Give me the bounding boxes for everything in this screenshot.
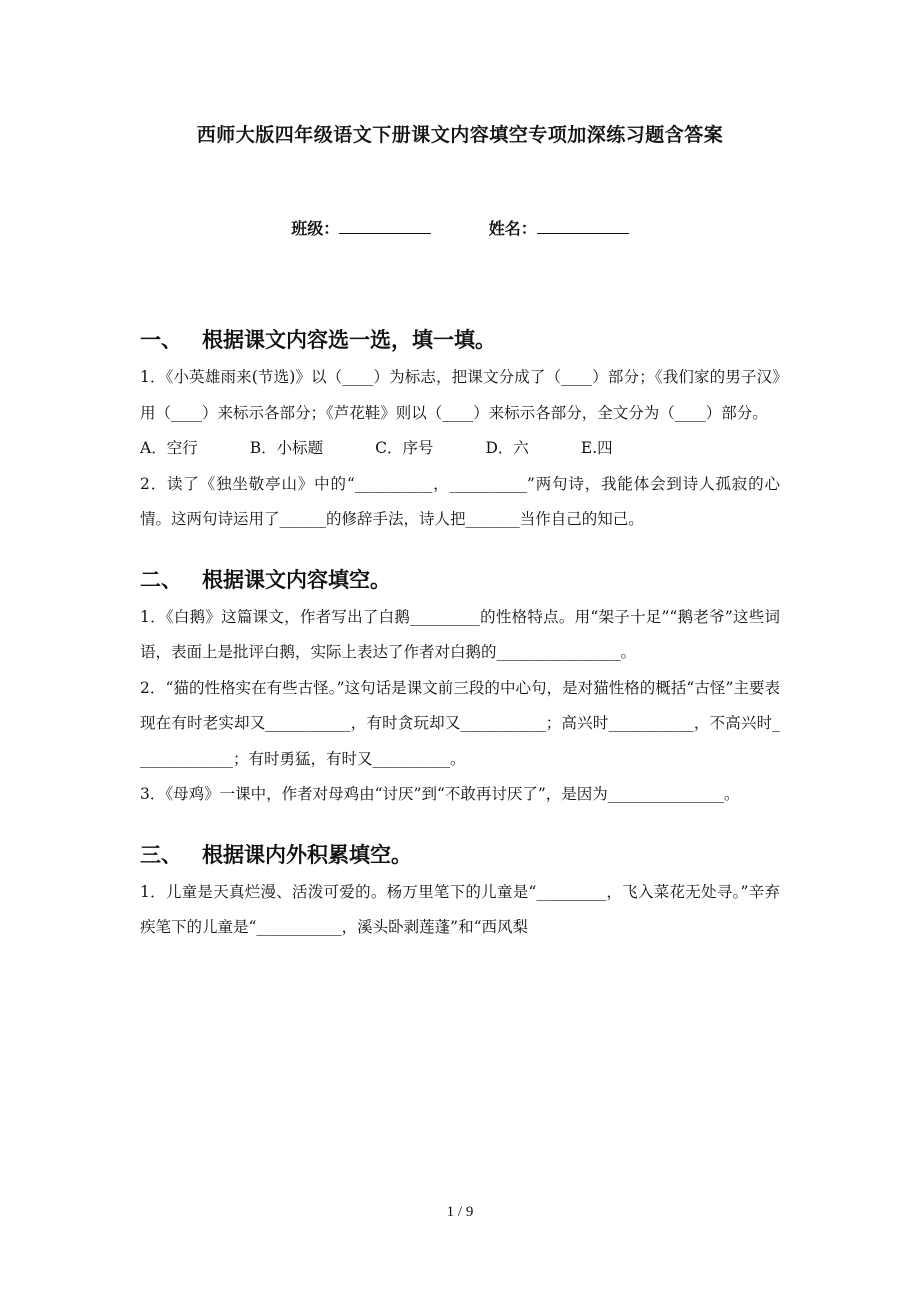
section-heading xyxy=(140,835,780,875)
section-number: 一、 xyxy=(140,327,182,352)
option-c: C．序号 xyxy=(375,439,434,457)
name-field xyxy=(489,216,629,239)
section-title: 根据课文内容填空。 xyxy=(202,566,391,592)
question-text: 3．《母鸡》一课中，作者对母鸡由“讨厌”到“不敢再讨厌了”，是因为_______________。 xyxy=(140,785,740,803)
document-content xyxy=(140,320,780,946)
question-text: 2．读了《独坐敬亭山》中的“__________，__________”两句诗，我能体会到诗人孤寂的心情。这两句诗运用了______的修辞手法，诗人把_______当作自己的知己。 xyxy=(140,474,780,528)
option-e: E.四 xyxy=(580,439,613,457)
section-1 xyxy=(140,320,780,538)
question-text: 1．儿童是天真烂漫、活泼可爱的。杨万里笔下的儿童是“_________，飞入菜花无处寻。”辛弃疾笔下的儿童是“___________，溪头卧剥莲蓬”和“西风梨 xyxy=(140,882,780,936)
section-heading xyxy=(140,320,780,360)
option-b: B．小标题 xyxy=(249,439,324,457)
question-text: 1．《白鹅》这篇课文，作者写出了白鹅_________的性格特点。用“架子十足”“鹅老爷”这些词语，表面上是批评白鹅，实际上表达了作者对白鹅的________________。 xyxy=(140,607,780,661)
option-d: D．六 xyxy=(485,439,529,457)
page-number: 1 / 9 xyxy=(446,1204,474,1220)
section-3 xyxy=(140,835,780,946)
section-number: 三、 xyxy=(140,841,182,867)
section-2 xyxy=(140,560,780,813)
question-text: 1．《小英雄雨来(节选)》以（____）为标志，把课文分成了（____）部分；《我们家的男子汉》用（____）来标示各部分；《芦花鞋》则以（____）来标示各部分，全文分为（____）部分。 xyxy=(140,368,780,422)
class-blank[interactable] xyxy=(339,219,431,234)
answer-options xyxy=(140,431,780,467)
name-label: 姓名： xyxy=(488,219,537,238)
question-text: 2．“猫的性格实在有些古怪。”这句话是课文前三段的中心句，是对猫性格的概括“古怪”主要表现在有时老实却又___________，有时贪玩却又___________；高兴时___________，不高兴时_____________；有时勇猛，有时又__________。 xyxy=(140,678,780,768)
student-info xyxy=(0,216,920,239)
section-title: 根据课文内容选一选，填一填。 xyxy=(202,327,496,352)
section-heading xyxy=(140,560,780,600)
section-title: 根据课内外积累填空。 xyxy=(202,841,412,867)
class-field xyxy=(291,216,431,239)
class-label: 班级： xyxy=(291,219,340,238)
name-blank[interactable] xyxy=(537,219,629,234)
page-title: 西师大版四年级语文下册课文内容填空专项加深练习题含答案 xyxy=(196,124,724,146)
option-a: A．空行 xyxy=(140,439,198,457)
section-number: 二、 xyxy=(140,566,182,592)
